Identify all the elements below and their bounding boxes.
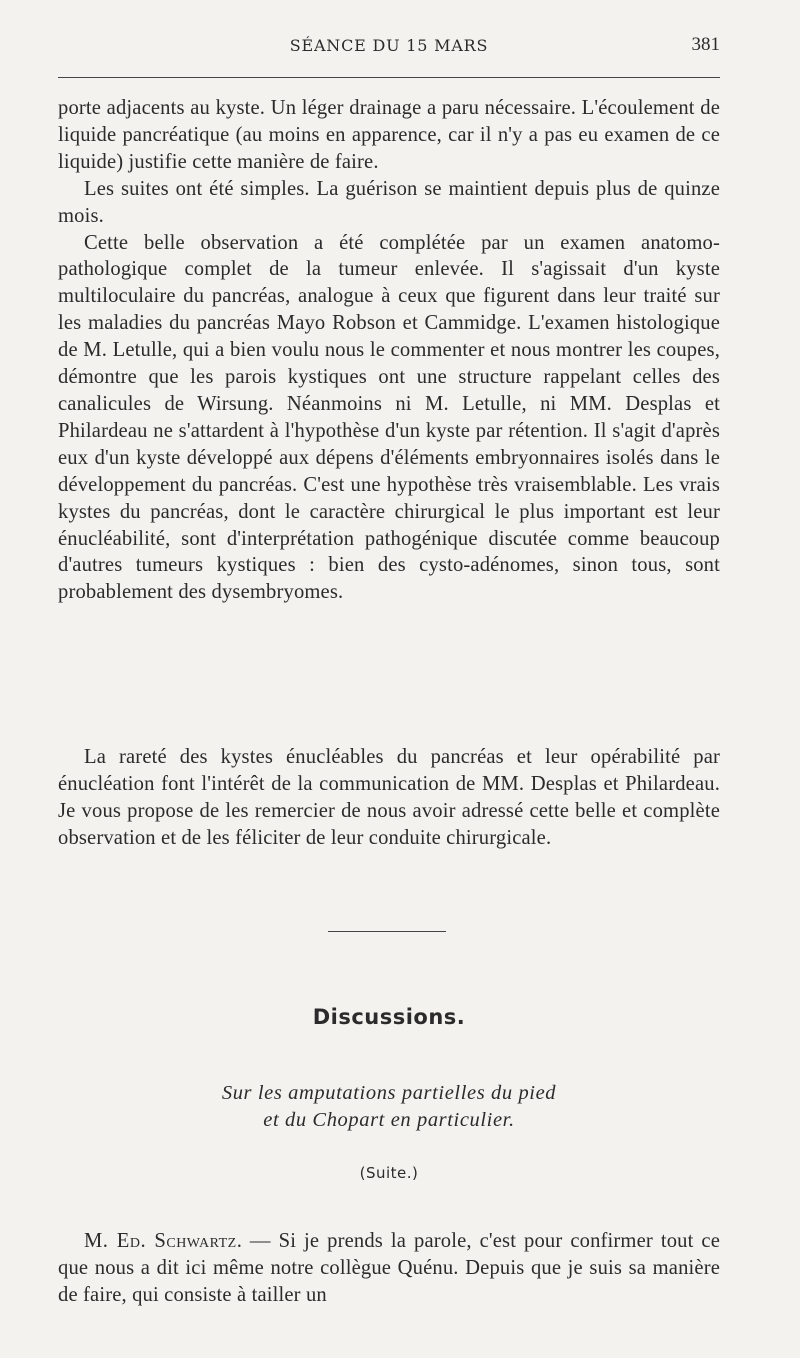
running-title: SÉANCE DU 15 MARS: [289, 36, 489, 55]
section-separator: [328, 931, 446, 932]
paragraph: Cette belle observation a été complétée par un examen anatomo-pathologique complet de la tumeur enlevée. Il s'agissait d'un kyste multiloculaire du pancréas, analogue à ceux que figurent dans leur traité sur les maladies du pancréas Mayo Robson et Cammidge. L'examen histologique de M. Letulle, qui a bien voulu nous le commenter et nous montrer les coupes, démontre que les parois kystiques ont une structure rappelant celles des canalicules de Wirsung. Néanmoins ni M. Letulle, ni MM. Desplas et Philardeau ne s'attardent à l'hypothèse d'un kyste par rétention. Il s'agit d'après eux d'un kyste développé aux dépens d'éléments embryonnaires isolés dans le développement du pancréas. C'est une hypothèse très vraisemblable. Les vrais kystes du pancréas, dont le caractère chirurgical le plus important est leur énucléabilité, sont d'interprétation pathogénique discutée comme beaucoup d'autres tumeurs kystiques : bien des cysto-adénomes, sinon tous, sont probablement des dysembryomes.: [58, 231, 720, 604]
speaker-initial: M. Ed.: [84, 1230, 155, 1252]
conclusion-text-block: [58, 744, 720, 852]
paragraph: La rareté des kystes énucléables du pancréas et leur opérabilité par énucléation font l'intérêt de la communication de MM. Desplas et Philardeau. Je vous propose de les remercier de nous avoir adressé cette belle et complète observation et de les féliciter de leur conduite chirurgicale.: [58, 746, 720, 849]
report-text-block: [58, 95, 720, 606]
continuation-note: (Suite.): [359, 1164, 419, 1182]
paragraph: [58, 1228, 720, 1309]
page-number: 381: [691, 34, 720, 55]
subheading-line: Sur les amputations partielles du pied: [221, 1082, 557, 1104]
discussion-text-block: [58, 1228, 720, 1309]
header-rule: [58, 77, 720, 78]
discussion-subheading: [58, 1080, 720, 1134]
subheading-line: et du Chopart en particulier.: [263, 1109, 515, 1131]
paragraph: porte adjacents au kyste. Un léger drainage a paru nécessaire. L'écoulement de liquide pancréatique (au moins en apparence, car il n'y a pas eu examen de ce liquide) justifie cette manière de faire.: [58, 97, 720, 173]
section-heading: Discussions.: [312, 1005, 466, 1029]
speaker-text: . — Si je prends la parole, c'est pour confirmer tout ce que nous a dit ici même notre collègue Quénu. Depuis que je suis sa manière de faire, qui consiste à tailler un: [58, 1230, 720, 1306]
running-head: [58, 34, 720, 60]
speaker-name: Schwartz: [154, 1230, 237, 1252]
paragraph: Les suites ont été simples. La guérison se maintient depuis plus de quinze mois.: [58, 177, 720, 227]
